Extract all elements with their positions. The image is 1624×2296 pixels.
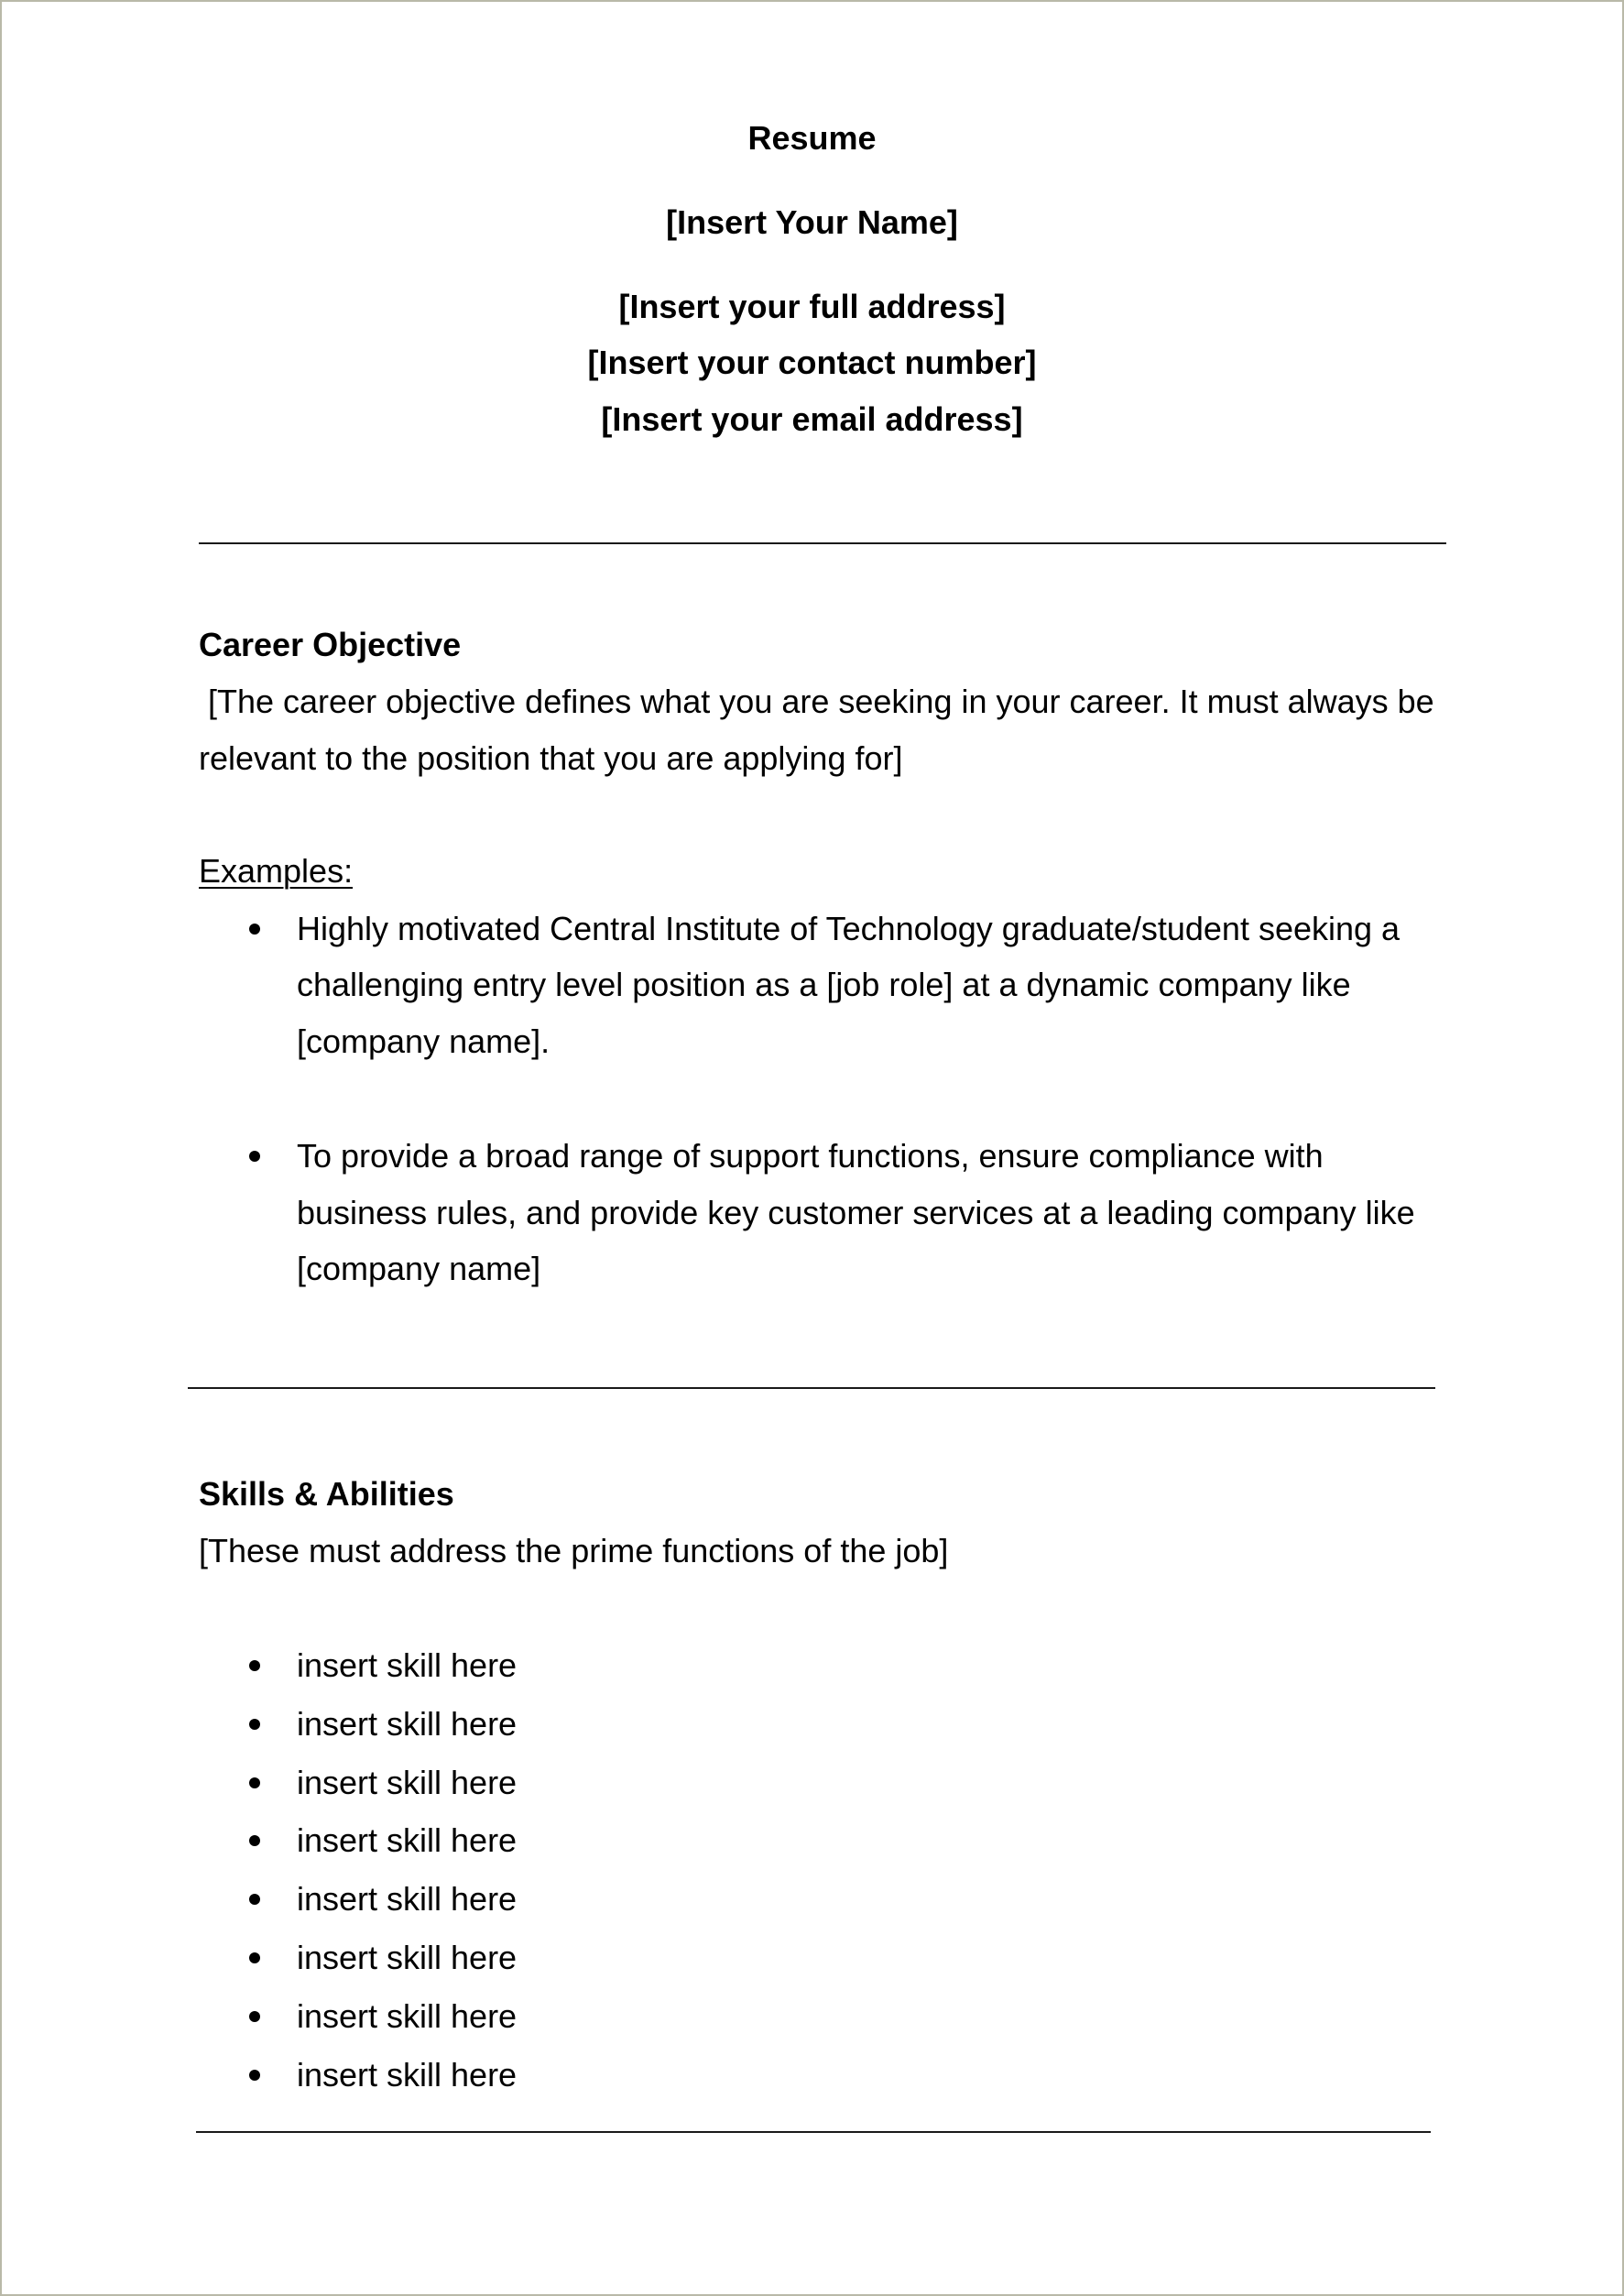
skill-item: insert skill here <box>297 1880 518 1918</box>
bullet-icon <box>249 1660 260 1671</box>
divider <box>188 1387 1435 1389</box>
examples-label: Examples: <box>199 852 354 890</box>
bullet-icon <box>249 924 260 935</box>
skill-item: insert skill here <box>297 1939 518 1976</box>
divider <box>196 2131 1431 2133</box>
document-title: Resume <box>747 119 877 157</box>
career-objective-description: [The career objective defines what you are seeking in your career. It must always be <box>199 683 1434 720</box>
bullet-icon <box>249 1894 260 1905</box>
skill-item: insert skill here <box>297 1821 518 1859</box>
skill-item: insert skill here <box>297 1764 518 1801</box>
bullet-icon <box>249 1719 260 1730</box>
example-item-line: [company name]. <box>297 1022 550 1060</box>
example-item-line: business rules, and provide key customer services at a leading company like <box>297 1194 1415 1231</box>
bullet-icon <box>249 1835 260 1846</box>
skills-heading: Skills & Abilities <box>199 1475 454 1513</box>
example-item-line: [company name] <box>297 1250 541 1287</box>
example-item-line: challenging entry level position as a [job role] at a dynamic company like <box>297 966 1351 1003</box>
contact-placeholder: [Insert your contact number] <box>587 344 1037 381</box>
name-placeholder: [Insert Your Name] <box>666 203 958 241</box>
skill-item: insert skill here <box>297 1646 518 1684</box>
skill-item: insert skill here <box>297 2056 518 2094</box>
career-objective-heading: Career Objective <box>199 626 462 663</box>
bullet-icon <box>249 2011 260 2022</box>
bullet-icon <box>249 1151 260 1162</box>
address-placeholder: [Insert your full address] <box>618 288 1006 325</box>
skill-item: insert skill here <box>297 1997 518 2035</box>
bullet-icon <box>249 2070 260 2081</box>
bullet-icon <box>249 1777 260 1788</box>
example-item-line: To provide a broad range of support functions, ensure compliance with <box>297 1137 1324 1175</box>
bullet-icon <box>249 1952 260 1963</box>
career-objective-description: relevant to the position that you are applying for] <box>199 739 903 777</box>
skill-item: insert skill here <box>297 1705 518 1743</box>
email-placeholder: [Insert your email address] <box>601 400 1023 438</box>
example-item-line: Highly motivated Central Institute of Technology graduate/student seeking a <box>297 910 1401 947</box>
skills-description: [These must address the prime functions of the job] <box>199 1532 949 1569</box>
divider <box>199 542 1446 544</box>
